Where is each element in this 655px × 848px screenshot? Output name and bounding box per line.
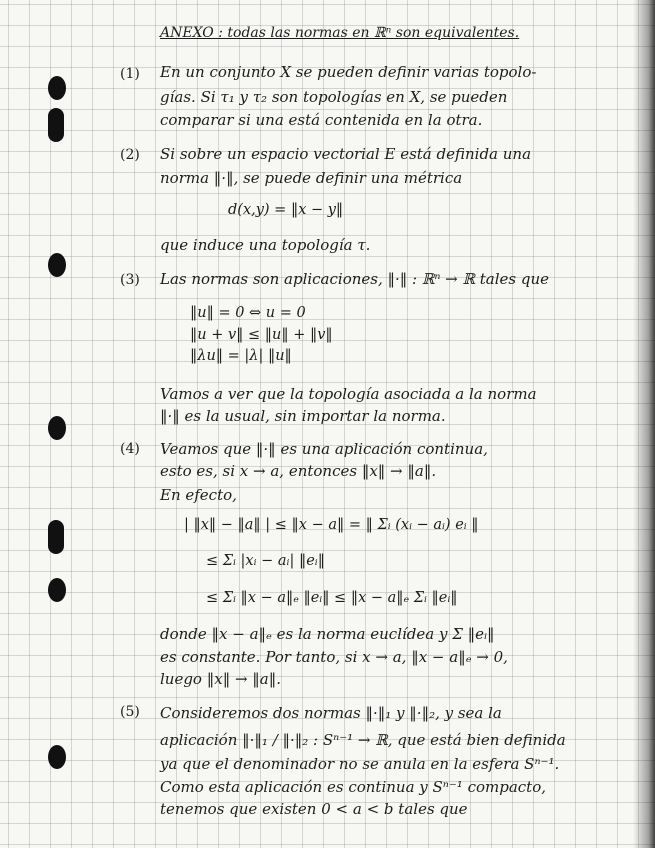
binder-hole (48, 76, 66, 100)
text-line: En un conjunto X se pueden definir varias topolo- (160, 63, 537, 81)
text-line: donde ‖x − a‖ₑ es la norma euclídea y Σ ‖eᵢ‖ (160, 625, 495, 643)
binder-hole (48, 745, 66, 769)
text-line: aplicación ‖·‖₁ / ‖·‖₂ : Sⁿ⁻¹ → ℝ, que está bien definida (160, 731, 566, 749)
formula-line: d(x,y) = ‖x − y‖ (228, 202, 344, 218)
binder-hole (48, 108, 64, 142)
text-line: comparar si una está contenida en la otra. (160, 111, 483, 129)
formula-line: ‖λu‖ = |λ| ‖u‖ (190, 348, 292, 364)
section-number: (3) (120, 272, 140, 288)
formula-line: ≤ Σᵢ ‖x − a‖ₑ ‖eᵢ‖ ≤ ‖x − a‖ₑ Σᵢ ‖eᵢ‖ (206, 590, 458, 606)
section-number: (5) (120, 704, 140, 720)
text-line: ‖·‖ es la usual, sin importar la norma. (160, 407, 446, 425)
text-line: luego ‖x‖ → ‖a‖. (160, 670, 282, 688)
section-number: (4) (120, 441, 140, 457)
text-line: Veamos que ‖·‖ es una aplicación continua, (160, 440, 488, 458)
binder-hole (48, 520, 64, 554)
text-line: Como esta aplicación es continua y Sⁿ⁻¹ compacto, (160, 778, 547, 796)
text-line: Las normas son aplicaciones, ‖·‖ : ℝⁿ → ℝ tales que (160, 270, 549, 288)
text-line: es constante. Por tanto, si x → a, ‖x − a‖ₑ → 0, (160, 648, 508, 666)
text-line: que induce una topología τ. (160, 236, 371, 254)
text-line: Vamos a ver que la topología asociada a la norma (160, 385, 537, 403)
binder-hole (48, 416, 66, 440)
formula-line: ‖u + v‖ ≤ ‖u‖ + ‖v‖ (190, 327, 333, 343)
page-edge-shadow (633, 0, 655, 848)
section-number: (1) (120, 66, 140, 82)
text-line: En efecto, (160, 486, 237, 504)
text-line: tenemos que existen 0 < a < b tales que (160, 800, 468, 818)
binder-hole (48, 578, 66, 602)
text-line: norma ‖·‖, se puede definir una métrica (160, 169, 463, 187)
formula-line: ≤ Σᵢ |xᵢ − aᵢ| ‖eᵢ‖ (206, 553, 325, 569)
text-line: Si sobre un espacio vectorial E está definida una (160, 145, 532, 163)
formula-line: ‖u‖ = 0 ⇔ u = 0 (190, 305, 306, 321)
formula-line: | ‖x‖ − ‖a‖ | ≤ ‖x − a‖ = ‖ Σᵢ (xᵢ − aᵢ) eᵢ ‖ (184, 517, 479, 533)
section-number: (2) (120, 147, 140, 163)
page-title: ANEXO : todas las normas en ℝⁿ son equivalentes. (160, 25, 520, 41)
text-line: gías. Si τ₁ y τ₂ son topologías en X, se pueden (160, 88, 508, 106)
text-line: esto es, si x → a, entonces ‖x‖ → ‖a‖. (160, 462, 437, 480)
text-line: ya que el denominador no se anula en la esfera Sⁿ⁻¹. (160, 755, 560, 773)
binder-hole (48, 253, 66, 277)
text-line: Consideremos dos normas ‖·‖₁ y ‖·‖₂, y sea la (160, 704, 502, 722)
